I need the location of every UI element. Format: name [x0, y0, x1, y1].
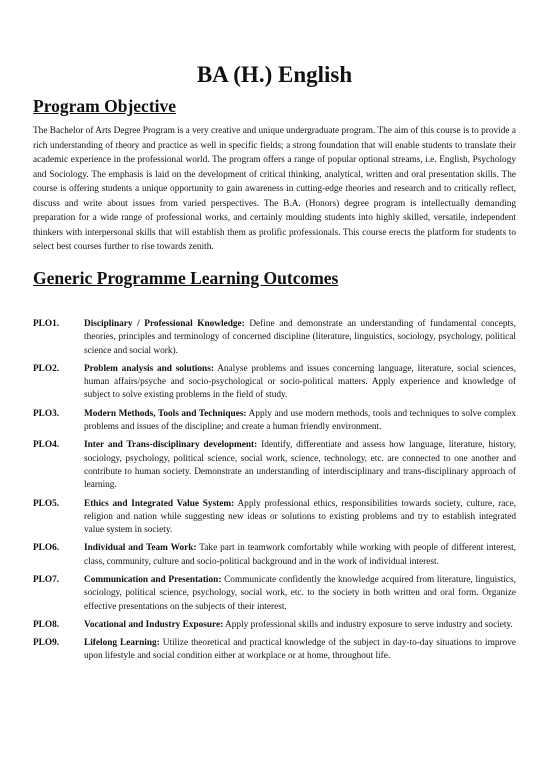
- outcome-item: [33, 498, 516, 538]
- outcome-title: Inter and Trans-disciplinary development:: [84, 440, 258, 451]
- document-title: BA (H.) English: [196, 62, 353, 87]
- outcome-text: Communicate confidently the knowledge acquired from literature, linguistics, sociology, political science, psychology, social work, etc. to the society in both written and oral form. Organize effective presentations on the subjects of their interest.: [84, 574, 517, 612]
- outcome-title: Ethics and Integrated Value System:: [84, 498, 235, 509]
- outcome-code: PLO1.: [33, 318, 60, 329]
- outcome-item: [33, 574, 516, 614]
- program-objective-text: The Bachelor of Arts Degree Program is a very creative and unique undergraduate program. The aim of this course is to provide a rich understanding of theory and practice as well in specific fields; a strong foundation that will enable students to translate their academic experience in the professional world. The program offers a range of popular optional streams, i.e. English, Psychology and Sociology. The emphasis is laid on the development of critical thinking, analytical, written and oral presentation skills. The course is offering students a unique opportunity to gain awareness in cutting-edge theories and research and to critically reflect, discuss and write about issues from varied perspectives. The B.A. (Honors) degree program is intellectually demanding preparation for a wide range of professional works, and certainly moulding students into highly skilled, versatile, independent thinkers with interpersonal skills that will establish them as prolific professionals. This course erects the platform for students to select best courses further to rise towards zenith.: [33, 126, 516, 253]
- outcome-body: [84, 542, 516, 569]
- outcome-item: [33, 439, 516, 492]
- outcome-title: Problem analysis and solutions:: [84, 363, 214, 374]
- outcome-body: [84, 408, 516, 435]
- outcome-title: Disciplinary / Professional Knowledge:: [84, 318, 245, 329]
- outcome-body: [84, 498, 516, 538]
- outcome-body: [84, 574, 516, 614]
- outcome-text: Apply and use modern methods, tools and techniques to solve complex problems and issues of the discipline; and create a human friendly environment.: [84, 408, 516, 433]
- outcome-body: [84, 619, 516, 632]
- outcome-item: [33, 542, 516, 569]
- outcome-title: Lifelong Learning:: [84, 638, 160, 649]
- outcome-code: PLO6.: [33, 543, 60, 554]
- outcome-code: PLO2.: [33, 363, 60, 374]
- outcome-text: Define and demonstrate an understanding of fundamental concepts, theories, principles and terminology of concerned discipline (literature, linguistics, sociology, psychology, political science and social work).: [84, 318, 516, 356]
- outcomes-list: [33, 318, 516, 664]
- outcome-code: PLO4.: [33, 440, 60, 451]
- outcome-item: [33, 318, 516, 358]
- outcome-text: Utilize theoretical and practical knowledge of the subject in day-to-day situations to improve upon lifestyle and social condition either at workplace or at home, throughout life.: [84, 638, 517, 662]
- outcome-text: Apply professional ethics, responsibilities towards society, culture, race, religion and nation while suggesting new ideas or solutions to existing problems and try to establish integrated value system in society.: [84, 498, 516, 536]
- outcome-text: Identify, differentiate and assess how language, literature, history, sociology, psychology, political science, social work, science, technology, etc. are connected to one another and contribute to human society. Demonstrate an understanding of interdisciplinary and trans-disciplinary approach of learning.: [84, 440, 516, 491]
- outcome-code: PLO3.: [33, 408, 60, 419]
- outcome-title: Individual and Team Work:: [84, 543, 197, 554]
- outcome-body: [84, 439, 516, 492]
- outcome-item: [33, 637, 516, 664]
- outcome-body: [84, 318, 516, 358]
- program-objective-heading: Program Objective: [33, 96, 177, 117]
- document-page: [33, 62, 516, 669]
- outcome-text: Analyse problems and issues concerning language, literature, social sciences, human affairs/psyche and socio-psychological or socio-political matters. Apply experience and knowledge of subject to solve existing problems in the field of study.: [84, 363, 516, 401]
- outcome-code: PLO5.: [33, 498, 60, 509]
- outcome-code: PLO8.: [33, 619, 60, 630]
- outcome-title: Vocational and Industry Exposure:: [84, 619, 224, 630]
- outcome-body: [84, 363, 516, 403]
- outcomes-heading: Generic Programme Learning Outcomes: [33, 267, 339, 288]
- outcome-title: Communication and Presentation:: [84, 574, 222, 585]
- outcome-text: Apply professional skills and industry exposure to serve industry and society.: [225, 619, 513, 630]
- outcome-body: [84, 637, 516, 664]
- outcome-item: [33, 408, 516, 435]
- outcome-item: [33, 619, 516, 632]
- outcome-code: PLO9.: [33, 638, 60, 649]
- outcome-item: [33, 363, 516, 403]
- outcome-text: Take part in teamwork comfortably while working with people of different interest, class, community, culture and socio-political background and in the work of individual interest.: [84, 543, 517, 567]
- outcome-title: Modern Methods, Tools and Techniques:: [84, 408, 247, 419]
- outcome-code: PLO7.: [33, 574, 60, 585]
